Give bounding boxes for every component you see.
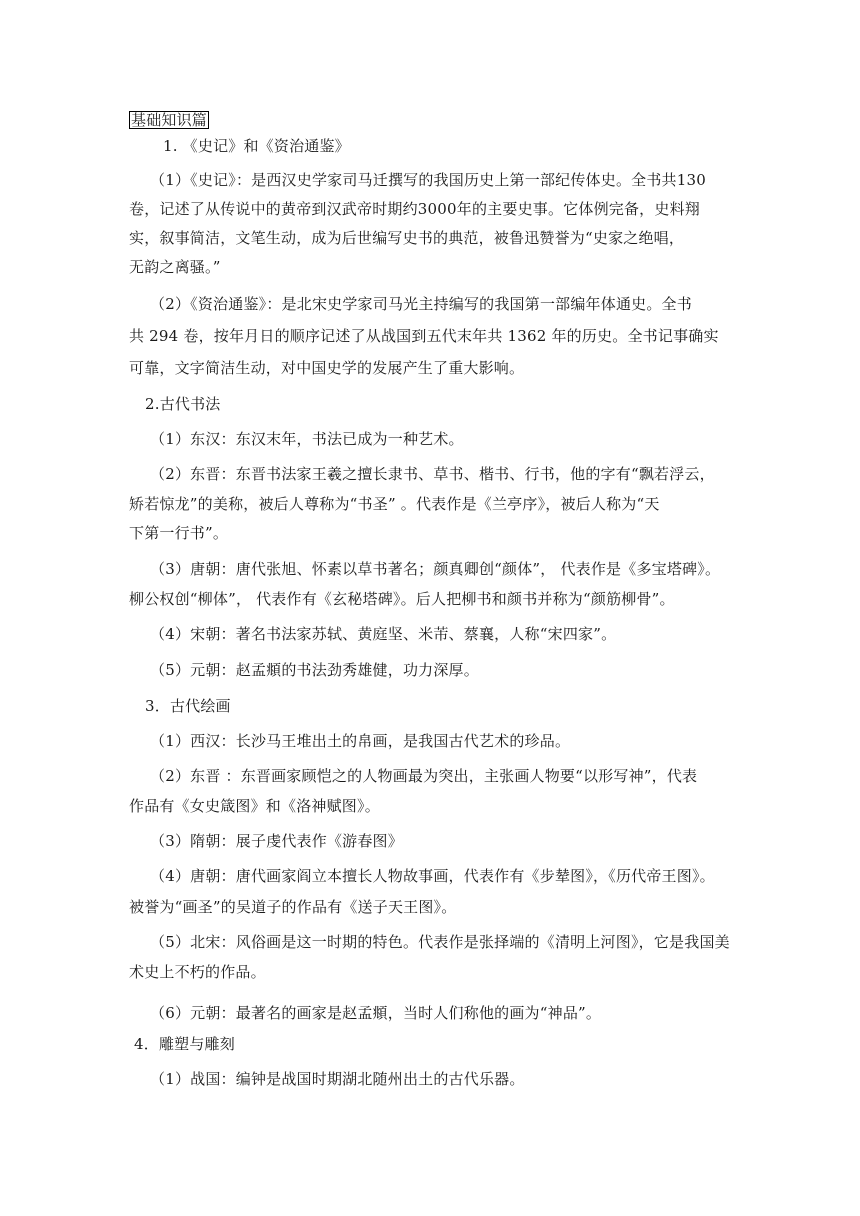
heading-2: 2.古代书法 <box>145 395 221 413</box>
paragraph-line: 被誉为“画圣”的吴道子的作品有《送子天王图》。 <box>129 898 457 916</box>
paragraph-line: 矫若惊龙”的美称，被后人尊称为“书圣” 。代表作是《兰亭序》，被后人称为“天 <box>129 495 660 513</box>
paragraph-line: 卷，记述了从传说中的黄帝到汉武帝时期约3000年的主要史事。它体例完备，史料翔 <box>129 200 700 218</box>
paragraph-line: （1）西汉：长沙马王堆出土的帛画，是我国古代艺术的珍品。 <box>150 732 571 750</box>
section-title-box: 基础知识篇 <box>131 111 208 129</box>
paragraph-line: （5）北宋：风俗画是这一时期的特色。代表作是张择端的《清明上河图》，它是我国美 <box>150 933 730 951</box>
heading-3: 3．古代绘画 <box>145 697 231 715</box>
paragraph-line: 术史上不朽的作品。 <box>129 963 266 981</box>
paragraph-line: （5）元朝：赵孟頫的书法劲秀雄健，功力深厚。 <box>150 661 479 679</box>
paragraph-line: 实，叙事简洁，文笔生动，成为后世编写史书的典范，被鲁迅赞誉为“史家之绝唱， <box>129 229 685 247</box>
paragraph-line: 柳公权创“柳体”， 代表作有《玄秘塔碑》。后人把柳书和颜书并称为“颜筋柳骨”。 <box>129 590 675 608</box>
paragraph-line: （4）宋朝：著名书法家苏轼、黄庭坚、米芾、蔡襄，人称“宋四家”。 <box>150 625 617 643</box>
paragraph-line: 作品有《女史箴图》和《洛神赋图》。 <box>129 797 380 815</box>
paragraph-line: （6）元朝：最著名的画家是赵孟頫，当时人们称他的画为“神品”。 <box>150 1004 602 1022</box>
paragraph-line: （1）《史记》：是西汉史学家司马迁撰写的我国历史上第一部纪传体史。全书共130 <box>150 171 706 189</box>
paragraph-line: （2）东晋 ：东晋画家顾恺之的人物画最为突出，主张画人物要“以形写神”，代表 <box>150 767 698 785</box>
paragraph-line: （4）唐朝：唐代画家阎立本擅长人物故事画，代表作有《步辇图》，《历代帝王图》。 <box>150 867 715 885</box>
paragraph-line: 共 294 卷，按年月日的顺序记述了从战国到五代末年共 1362 年的历史。全书记事确实 <box>129 327 719 345</box>
paragraph-line: （3）唐朝：唐代张旭、怀素以草书著名；颜真卿创“颜体”， 代表作是《多宝塔碑》。 <box>150 560 721 578</box>
paragraph-line: （1）战国：编钟是战国时期湖北随州出土的古代乐器。 <box>150 1070 525 1088</box>
section-title-line <box>129 110 209 130</box>
heading-4: 4．雕塑与雕刻 <box>134 1035 235 1053</box>
paragraph-line: 无韵之离骚。” <box>129 258 221 276</box>
paragraph-line: 可靠，文字简洁生动，对中国史学的发展产生了重大影响。 <box>129 359 525 377</box>
paragraph-line: （3）隋朝：展子虔代表作《游春图》 <box>150 832 403 850</box>
heading-1: 1. 《史记》和《资治通鉴》 <box>163 137 350 155</box>
paragraph-line: （1）东汉：东汉末年，书法已成为一种艺术。 <box>150 430 464 448</box>
paragraph-line: （2）东晋：东晋书法家王羲之擅长隶书、草书、楷书、行书，他的字有“飘若浮云， <box>150 465 715 483</box>
paragraph-line: （2）《资治通鉴》：是北宋史学家司马光主持编写的我国第一部编年体通史。全书 <box>150 295 692 313</box>
paragraph-line: 下第一行书”。 <box>129 524 229 542</box>
